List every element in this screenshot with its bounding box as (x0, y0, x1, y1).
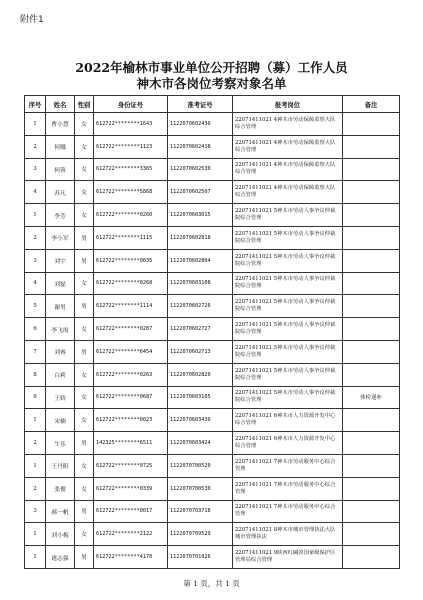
row-note (343, 546, 400, 569)
row-name: 郝一帆 (46, 500, 75, 523)
row-ticket-number: 1122070602418 (168, 135, 233, 158)
row-position: 22071411021 4神木市劳动保障监察大队综合管理 (233, 181, 343, 204)
row-position: 22071411021 5神木市劳动人事争议仲裁院综合管理 (233, 340, 343, 363)
row-sex: 男 (75, 249, 94, 272)
row-ticket-number: 1122070603108 (168, 272, 233, 295)
row-id-number: 612722********0725 (94, 454, 168, 477)
row-name: 刘小梅 (46, 523, 75, 546)
row-name: 遂志强 (46, 546, 75, 569)
row-ticket-number: 1122070700520 (168, 454, 233, 477)
row-number: 1 (25, 523, 46, 546)
row-ticket-number: 1122070603430 (168, 409, 233, 432)
row-name: 苏凡 (46, 181, 75, 204)
row-position: 22071411021 4神木市劳动保障监察大队综合管理 (233, 158, 343, 181)
table-row (25, 318, 400, 341)
table-row (25, 523, 400, 546)
table-row (25, 249, 400, 272)
row-position: 22071411021 5神木市劳动人事争议仲裁院综合管理 (233, 295, 343, 318)
row-note (343, 181, 400, 204)
column-header: 准考证号 (168, 96, 233, 113)
row-position: 22071411021 5神木市劳动人事争议仲裁院综合管理 (233, 386, 343, 409)
table-row (25, 295, 400, 318)
row-id-number: 612722********0263 (94, 363, 168, 386)
row-note (343, 409, 400, 432)
table-row (25, 340, 400, 363)
row-note (343, 249, 400, 272)
row-sex: 女 (75, 523, 94, 546)
row-position: 22071411021 4神木市劳动保障监察大队综合管理 (233, 135, 343, 158)
row-ticket-number: 1122070602507 (168, 181, 233, 204)
table-row (25, 113, 400, 136)
page-footer: 第 1 页，共 1 页 (183, 579, 240, 588)
row-name: 刘磊 (46, 272, 75, 295)
table-row (25, 432, 400, 455)
table-row (25, 409, 400, 432)
row-name: 李飞霞 (46, 318, 75, 341)
row-name: 王娇 (46, 386, 75, 409)
row-position: 22071411021 6神木市人力资源开发中心综合管理 (233, 432, 343, 455)
row-number: 2 (25, 226, 46, 249)
column-header: 姓名 (46, 96, 75, 113)
row-number: 1 (25, 204, 46, 227)
row-note (343, 295, 400, 318)
row-number: 3 (25, 500, 46, 523)
document-subtitle: 神木市各岗位考察对象名单 (136, 76, 287, 91)
column-header: 身份证号 (94, 96, 168, 113)
row-number: 4 (25, 272, 46, 295)
row-note (343, 135, 400, 158)
row-ticket-number: 1122070603105 (168, 386, 233, 409)
table-row (25, 363, 400, 386)
row-note (343, 500, 400, 523)
row-number: 2 (25, 432, 46, 455)
column-header: 备注 (343, 96, 400, 113)
row-note (343, 523, 400, 546)
row-note (343, 113, 400, 136)
row-number: 2 (25, 135, 46, 158)
table-row (25, 477, 400, 500)
row-position: 22071411021 7神木市劳动服务中心综合管理 (233, 454, 343, 477)
row-id-number: 612722********0287 (94, 318, 168, 341)
table-row (25, 386, 400, 409)
table-row (25, 454, 400, 477)
row-position: 22071411021 4神木市劳动保障监察大队综合管理 (233, 113, 343, 136)
row-ticket-number: 1122070603015 (168, 204, 233, 227)
row-sex: 女 (75, 158, 94, 181)
table-row (25, 546, 400, 569)
row-id-number: 612722********0023 (94, 409, 168, 432)
row-position: 22071411021 5神木市劳动人事争议仲裁院综合管理 (233, 318, 343, 341)
row-ticket-number: 1122070602430 (168, 113, 233, 136)
row-name: 李芳 (46, 204, 75, 227)
table-row (25, 226, 400, 249)
row-number: 5 (25, 295, 46, 318)
row-number: 7 (25, 340, 46, 363)
row-name: 李小军 (46, 226, 75, 249)
document-title: 2022年榆林市事业单位公开招聘（募）工作人员 (75, 60, 348, 75)
row-note (343, 477, 400, 500)
row-id-number: 612722********0268 (94, 272, 168, 295)
row-name: 王丹阳 (46, 454, 75, 477)
column-header: 性别 (75, 96, 94, 113)
row-number: 1 (25, 113, 46, 136)
row-note (343, 158, 400, 181)
row-note (343, 432, 400, 455)
row-id-number: 612722********3365 (94, 158, 168, 181)
row-number: 8 (25, 363, 46, 386)
row-sex: 女 (75, 113, 94, 136)
row-position: 22071411021 7神木市劳动服务中心综合管理 (233, 500, 343, 523)
row-name: 刘睿 (46, 340, 75, 363)
row-sex: 女 (75, 318, 94, 341)
row-name: 牛乐 (46, 432, 75, 455)
row-ticket-number: 1122070602818 (168, 226, 233, 249)
row-number: 3 (25, 158, 46, 181)
row-id-number: 612722********1643 (94, 113, 168, 136)
row-id-number: 612722********0035 (94, 249, 168, 272)
row-position: 22071411021 5神木市劳动人事争议仲裁院综合管理 (233, 204, 343, 227)
row-id-number: 142325********6511 (94, 432, 168, 455)
row-ticket-number: 1122070709529 (168, 523, 233, 546)
row-note (343, 363, 400, 386)
row-note (343, 318, 400, 341)
attachment-label: 附件1 (20, 15, 44, 25)
row-name: 曹小慧 (46, 113, 75, 136)
row-id-number: 612722********6454 (94, 340, 168, 363)
row-number: 9 (25, 386, 46, 409)
row-sex: 女 (75, 454, 94, 477)
table-row (25, 272, 400, 295)
table-row (25, 158, 400, 181)
row-sex: 女 (75, 477, 94, 500)
row-position: 22071411021 5神木市劳动人事争议仲裁院综合管理 (233, 226, 343, 249)
row-name: 白莉 (46, 363, 75, 386)
table-row (25, 181, 400, 204)
row-name: 何娜 (46, 135, 75, 158)
row-ticket-number: 1122070703718 (168, 500, 233, 523)
row-position: 22071411021 9陕西红碱淖国家级保护区管理局综合管理 (233, 546, 343, 569)
row-number: 1 (25, 546, 46, 569)
row-ticket-number: 1122070602726 (168, 295, 233, 318)
row-name: 刘宇 (46, 249, 75, 272)
row-position: 22071411021 5神木市劳动人事争议仲裁院综合管理 (233, 249, 343, 272)
row-ticket-number: 1122070602727 (168, 318, 233, 341)
row-sex: 女 (75, 272, 94, 295)
row-ticket-number: 1122070701026 (168, 546, 233, 569)
row-sex: 女 (75, 181, 94, 204)
row-ticket-number: 1122070603424 (168, 432, 233, 455)
row-ticket-number: 1122070602820 (168, 363, 233, 386)
row-note (343, 454, 400, 477)
row-number: 1 (25, 409, 46, 432)
row-id-number: 612722********0260 (94, 204, 168, 227)
row-sex: 男 (75, 432, 94, 455)
row-sex: 女 (75, 363, 94, 386)
table-row (25, 500, 400, 523)
row-sex: 女 (75, 409, 94, 432)
row-ticket-number: 1122070602804 (168, 249, 233, 272)
row-id-number: 612722********2122 (94, 523, 168, 546)
table-body (25, 113, 400, 569)
table-header-row (25, 96, 400, 113)
row-sex: 女 (75, 204, 94, 227)
row-number: 4 (25, 181, 46, 204)
row-ticket-number: 1122070602530 (168, 158, 233, 181)
table-row (25, 135, 400, 158)
row-sex: 女 (75, 135, 94, 158)
row-id-number: 612722********5868 (94, 181, 168, 204)
row-position: 22071411021 7神木市劳动服务中心综合管理 (233, 477, 343, 500)
row-name: 宋楠 (46, 409, 75, 432)
row-name: 谢男 (46, 295, 75, 318)
row-number: 1 (25, 454, 46, 477)
row-position: 22071411021 5神木市劳动人事争议仲裁院综合管理 (233, 272, 343, 295)
row-note (343, 204, 400, 227)
candidate-table (24, 95, 400, 569)
row-number: 3 (25, 249, 46, 272)
row-name: 何蓉 (46, 158, 75, 181)
row-id-number: 612722********0687 (94, 386, 168, 409)
row-id-number: 612722********0017 (94, 500, 168, 523)
row-sex: 男 (75, 295, 94, 318)
table-row (25, 204, 400, 227)
row-note (343, 340, 400, 363)
row-note (343, 226, 400, 249)
row-note (343, 272, 400, 295)
row-sex: 男 (75, 226, 94, 249)
row-id-number: 612722********1123 (94, 135, 168, 158)
row-number: 6 (25, 318, 46, 341)
row-name: 张俊 (46, 477, 75, 500)
row-sex: 男 (75, 340, 94, 363)
row-sex: 女 (75, 386, 94, 409)
row-position: 22071411021 8神木市城市管理执法大队城市管理执法 (233, 523, 343, 546)
row-position: 22071411021 6神木市人力资源开发中心综合管理 (233, 409, 343, 432)
row-ticket-number: 1122070700530 (168, 477, 233, 500)
row-position: 22071411021 5神木市劳动人事争议仲裁院综合管理 (233, 363, 343, 386)
row-sex: 男 (75, 500, 94, 523)
row-id-number: 612722********0339 (94, 477, 168, 500)
row-id-number: 612722********1114 (94, 295, 168, 318)
column-header: 报考岗位 (233, 96, 343, 113)
row-note: 体检递补 (343, 386, 400, 409)
row-number: 2 (25, 477, 46, 500)
row-sex: 男 (75, 546, 94, 569)
column-header: 序号 (25, 96, 46, 113)
row-id-number: 612722********1115 (94, 226, 168, 249)
row-ticket-number: 1122070602713 (168, 340, 233, 363)
row-id-number: 612722********4178 (94, 546, 168, 569)
